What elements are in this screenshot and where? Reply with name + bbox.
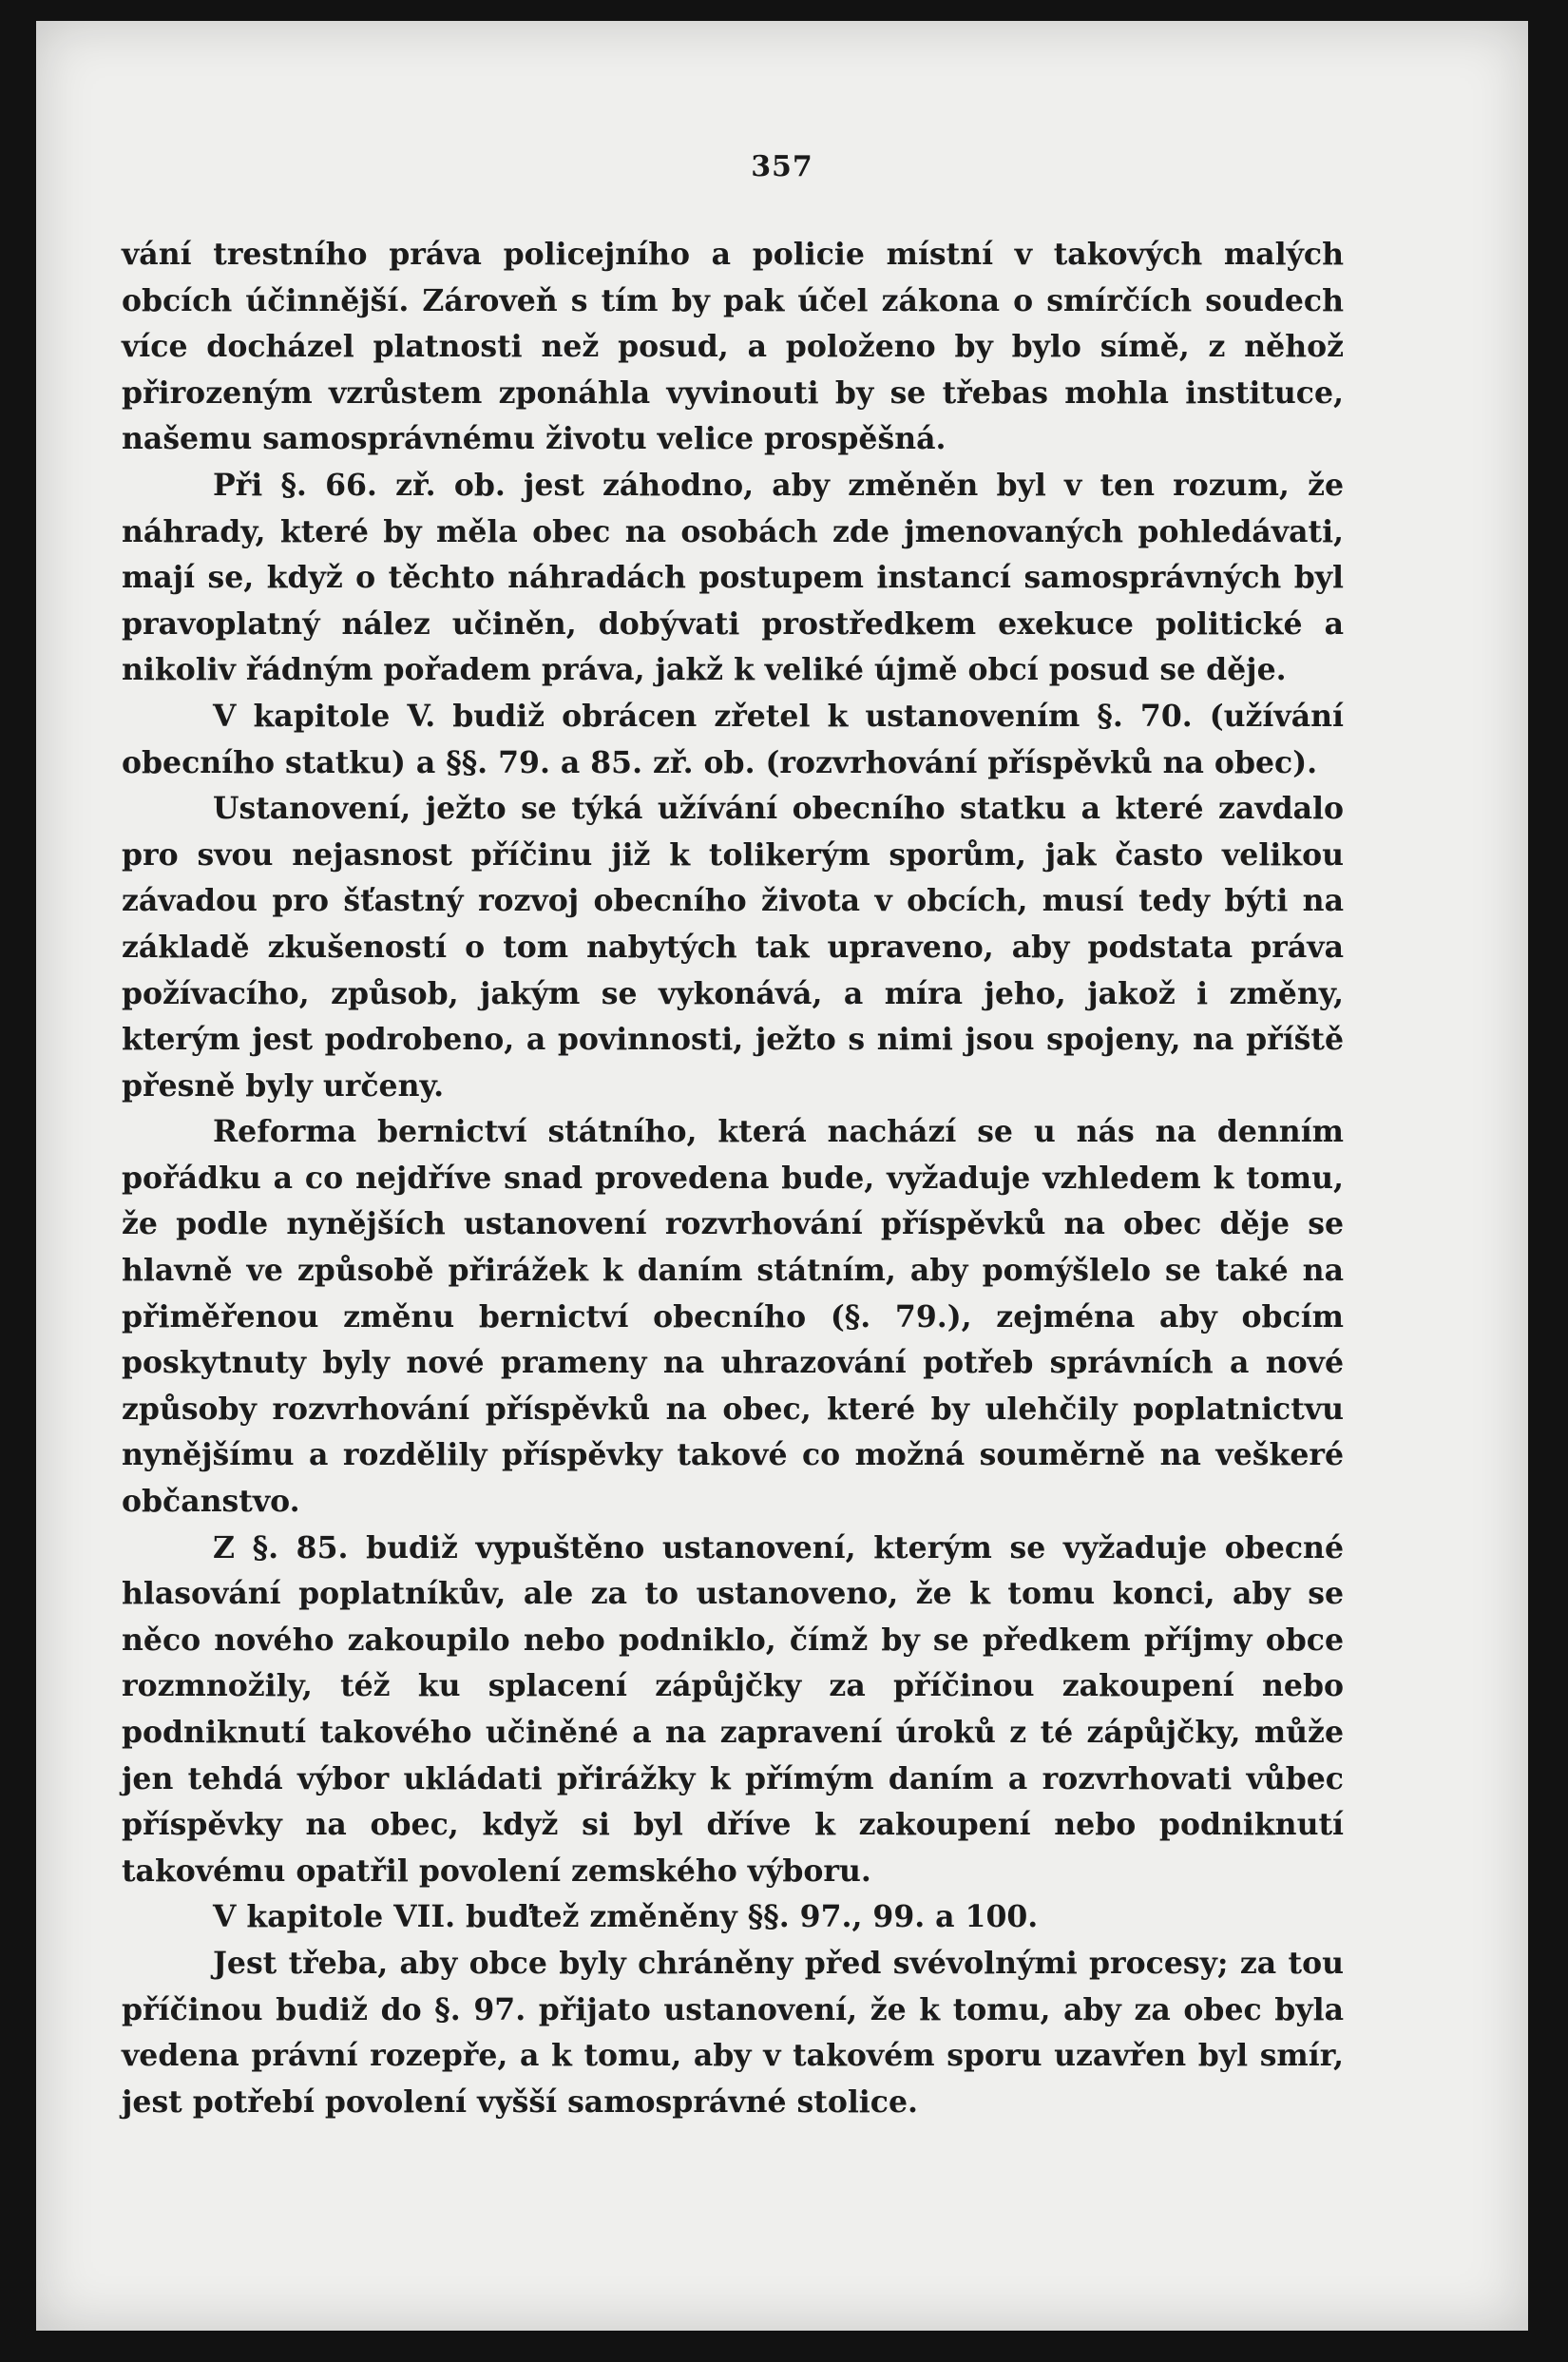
body-text — [122, 232, 1344, 2125]
paragraph-2: Při §. 66. zř. ob. jest záhodno, aby změněn byl v ten rozum, že náhrady, které by měla obec na osobách zde jmenovaných pohledávati, mají se, když o těchto náhradách postupem instancí samosprávných byl pravoplatný nález učiněn, dobývati prostředkem exekuce politické a nikoliv řádným pořadem práva, jakž k veliké újmě obcí posud se děje. — [122, 467, 1344, 688]
paragraph-8: Jest třeba, aby obce byly chráněny před svévolnými procesy; za tou příčinou budiž do §. 97. přijato ustanovení, že k tomu, aby za obec byla vedena právní rozepře, a k tomu, aby v takovém sporu uzavřen byl smír, jest potřebí povolení vyšší samosprávné stolice. — [122, 1945, 1344, 2120]
paragraph-5: Reforma bernictví státního, která nachází se u nás na denním pořádku a co nejdříve snad provedena bude, vyžaduje vzhledem k tomu, že podle nynějších ustanovení rozvrhování příspěvků na obec děje se hlavně ve způsobě přirážek k daním státním, aby pomýšlelo se také na přiměřenou změnu bernictví obecního (§. 79.), zejména aby obcím poskytnuty byly nové prameny na uhrazování potřeb správních a nové způsoby rozvrhování příspěvků na obec, které by ulehčily poplatnictvu nynějšímu a rozdělily příspěvky takové co možná souměrně na veškeré občanstvo. — [122, 1114, 1344, 1520]
paragraph-4: Ustanovení, ježto se týká užívání obecního statku a které zavdalo pro svou nejasnost příčinu již k tolikerým sporům, jak často velikou závadou pro šťastný rozvoj obecního života v obcích, musí tedy býti na základě zkušeností o tom nabytých tak upraveno, aby podstata práva požívacího, způsob, jakým se vykonává, a míra jeho, jakož i změny, kterým jest podrobeno, a povinnosti, ježto s nimi jsou spojeny, na příště přesně byly určeny. — [122, 791, 1344, 1104]
paragraph-7: V kapitole VII. buďtež změněny §§. 97., 99. a 100. — [213, 1899, 1039, 1935]
paragraph-1: vání trestního práva policejního a policie místní v takových malých obcích účinnější. Zároveň s tím by pak účel zákona o smírčích soudech více docházel platnosti než posud, a položeno by bylo símě, z něhož přirozeným vzrůstem zponáhla vyvinouti by se třebas mohla instituce, našemu samosprávnému životu velice prospěšná. — [122, 237, 1344, 457]
page-number: 357 — [751, 150, 813, 183]
paragraph-3: V kapitole V. budiž obrácen zřetel k ustanovením §. 70. (užívání obecního statku) a §§. 79. a 85. zř. ob. (rozvrhování příspěvků na obec). — [122, 698, 1344, 780]
paragraph-6: Z §. 85. budiž vypuštěno ustanovení, kterým se vyžaduje obecné hlasování poplatníkův, ale za to ustanoveno, že k tomu konci, aby se něco nového zakoupilo nebo podniklo, čímž by se předkem příjmy obce rozmnožily, též ku splacení zápůjčky za příčinou zakoupení nebo podniknutí takového učiněné a na zapravení úroků z té zápůjčky, může jen tehdá výbor ukládati přirážky k přímým daním a rozvrhovati vůbec příspěvky na obec, když si byl dříve k zakoupení nebo podniknutí takovému opatřil povolení zemského výboru. — [122, 1529, 1344, 1889]
book-page — [36, 21, 1528, 2331]
